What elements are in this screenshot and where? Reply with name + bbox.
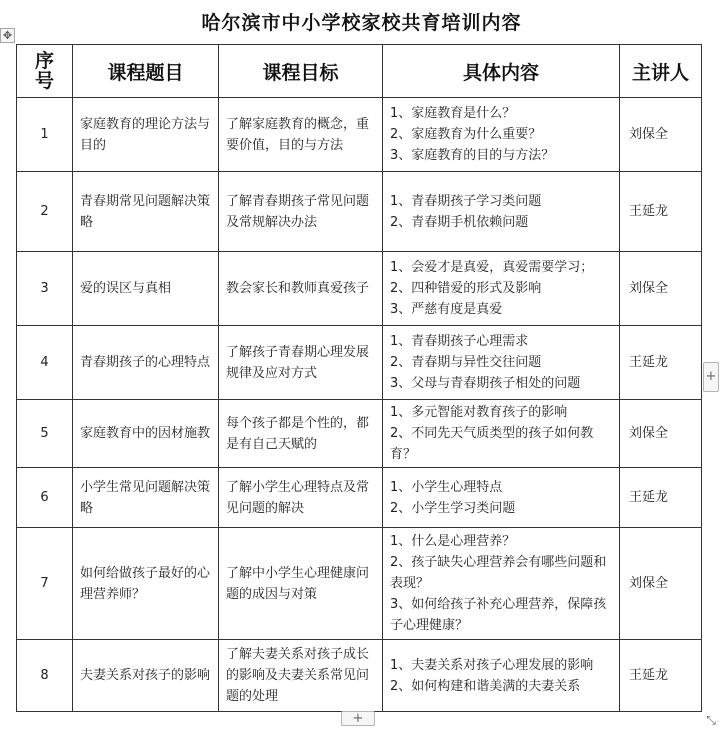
header-speaker: 主讲人 bbox=[620, 45, 702, 98]
course-goal-cell[interactable]: 了解小学生心理特点及常见问题的解决 bbox=[219, 468, 383, 528]
speaker-cell[interactable]: 刘保全 bbox=[620, 252, 702, 326]
speaker-cell[interactable]: 王延龙 bbox=[620, 640, 702, 712]
header-course-goal: 课程目标 bbox=[219, 45, 383, 98]
header-index-label: 序 号 bbox=[34, 50, 54, 92]
course-title-cell[interactable]: 夫妻关系对孩子的影响 bbox=[73, 640, 219, 712]
table-resize-icon[interactable]: ⤡ bbox=[706, 713, 716, 727]
speaker-cell[interactable]: 刘保全 bbox=[620, 528, 702, 640]
table-move-handle-icon[interactable]: ✥ bbox=[0, 28, 15, 43]
course-goal-cell[interactable]: 了解青春期孩子常见问题及常规解决办法 bbox=[219, 172, 383, 252]
course-goal-cell[interactable]: 每个孩子都是个性的，都是有自己天赋的 bbox=[219, 400, 383, 468]
table-row bbox=[17, 640, 702, 712]
table-row bbox=[17, 326, 702, 400]
content-line: 2、如何构建和谐美满的夫妻关系 bbox=[390, 678, 581, 694]
content-line: 2、四种错爱的形式及影响 bbox=[390, 281, 542, 296]
speaker-cell[interactable]: 刘保全 bbox=[620, 98, 702, 172]
speaker-cell[interactable]: 王延龙 bbox=[620, 326, 702, 400]
table-row bbox=[17, 172, 702, 252]
content-line: 2、青春期手机依赖问题 bbox=[390, 214, 529, 230]
content-cell[interactable] bbox=[383, 98, 620, 172]
speaker-cell[interactable]: 王延龙 bbox=[620, 172, 702, 252]
content-line: 2、小学生学习类问题 bbox=[390, 500, 516, 516]
content-line: 2、不同先天气质类型的孩子如何教育？ bbox=[390, 426, 594, 462]
content-line: 1、家庭教育是什么？ bbox=[390, 106, 516, 121]
table-row bbox=[17, 528, 702, 640]
row-index[interactable]: 3 bbox=[17, 252, 73, 326]
row-index[interactable]: 7 bbox=[17, 528, 73, 640]
row-index[interactable]: 1 bbox=[17, 98, 73, 172]
content-line: 3、父母与青春期孩子相处的问题 bbox=[390, 376, 581, 391]
course-title-cell[interactable]: 如何给做孩子最好的心理营养师？ bbox=[73, 528, 219, 640]
content-line: 2、家庭教育为什么重要？ bbox=[390, 127, 542, 142]
speaker-cell[interactable]: 刘保全 bbox=[620, 400, 702, 468]
content-cell[interactable] bbox=[383, 252, 620, 326]
content-line: 1、会爱才是真爱，真爱需要学习； bbox=[390, 260, 594, 275]
course-title-cell[interactable]: 家庭教育的理论方法与目的 bbox=[73, 98, 219, 172]
course-table bbox=[16, 44, 702, 712]
row-index[interactable]: 4 bbox=[17, 326, 73, 400]
header-content: 具体内容 bbox=[383, 45, 620, 98]
header-course-title: 课程题目 bbox=[73, 45, 219, 98]
content-line: 1、青春期孩子学习类问题 bbox=[390, 193, 542, 209]
course-goal-cell[interactable]: 教会家长和教师真爱孩子 bbox=[219, 252, 383, 326]
content-line: 1、小学生心理特点 bbox=[390, 479, 503, 495]
content-line: 2、青春期与异性交往问题 bbox=[390, 355, 542, 370]
table-row bbox=[17, 98, 702, 172]
content-line: 1、什么是心理营养？ bbox=[390, 534, 516, 549]
speaker-cell[interactable]: 王延龙 bbox=[620, 468, 702, 528]
row-index[interactable]: 5 bbox=[17, 400, 73, 468]
row-index[interactable]: 2 bbox=[17, 172, 73, 252]
course-goal-cell[interactable]: 了解夫妻关系对孩子成长的影响及夫妻关系常见问题的处理 bbox=[219, 640, 383, 712]
course-title-cell[interactable]: 青春期常见问题解决策略 bbox=[73, 172, 219, 252]
content-line: 1、夫妻关系对孩子心理发展的影响 bbox=[390, 657, 594, 673]
content-line: 2、孩子缺失心理营养会有哪些问题和表现？ bbox=[390, 555, 607, 591]
course-title-cell[interactable]: 小学生常见问题解决策略 bbox=[73, 468, 219, 528]
course-goal-cell[interactable]: 了解家庭教育的概念，重要价值，目的与方法 bbox=[219, 98, 383, 172]
page-title: 哈尔滨市中小学校家校共育培训内容 bbox=[201, 12, 522, 34]
add-column-icon[interactable]: + bbox=[703, 362, 719, 392]
course-goal-cell[interactable]: 了解中小学生心理健康问题的成因与对策 bbox=[219, 528, 383, 640]
content-line: 1、青春期孩子心理需求 bbox=[390, 334, 529, 349]
course-goal-cell[interactable]: 了解孩子青春期心理发展规律及应对方式 bbox=[219, 326, 383, 400]
content-cell[interactable] bbox=[383, 528, 620, 640]
table-row bbox=[17, 252, 702, 326]
content-line: 3、如何给孩子补充心理营养，保障孩子心理健康？ bbox=[390, 597, 607, 633]
content-cell[interactable] bbox=[383, 326, 620, 400]
header-index bbox=[17, 45, 73, 98]
content-line: 3、家庭教育的目的与方法？ bbox=[390, 148, 555, 163]
row-index[interactable]: 8 bbox=[17, 640, 73, 712]
content-cell[interactable] bbox=[383, 468, 620, 528]
row-index[interactable]: 6 bbox=[17, 468, 73, 528]
course-title-cell[interactable]: 爱的误区与真相 bbox=[73, 252, 219, 326]
content-cell[interactable] bbox=[383, 172, 620, 252]
add-row-icon[interactable]: + bbox=[341, 711, 375, 726]
course-title-cell[interactable]: 家庭教育中的因材施教 bbox=[73, 400, 219, 468]
table-row bbox=[17, 400, 702, 468]
table-header-row bbox=[17, 45, 702, 98]
content-line: 3、严慈有度是真爱 bbox=[390, 302, 503, 317]
course-title-cell[interactable]: 青春期孩子的心理特点 bbox=[73, 326, 219, 400]
content-cell[interactable] bbox=[383, 640, 620, 712]
content-line: 1、多元智能对教育孩子的影响 bbox=[390, 405, 568, 420]
content-cell[interactable] bbox=[383, 400, 620, 468]
table-row bbox=[17, 468, 702, 528]
